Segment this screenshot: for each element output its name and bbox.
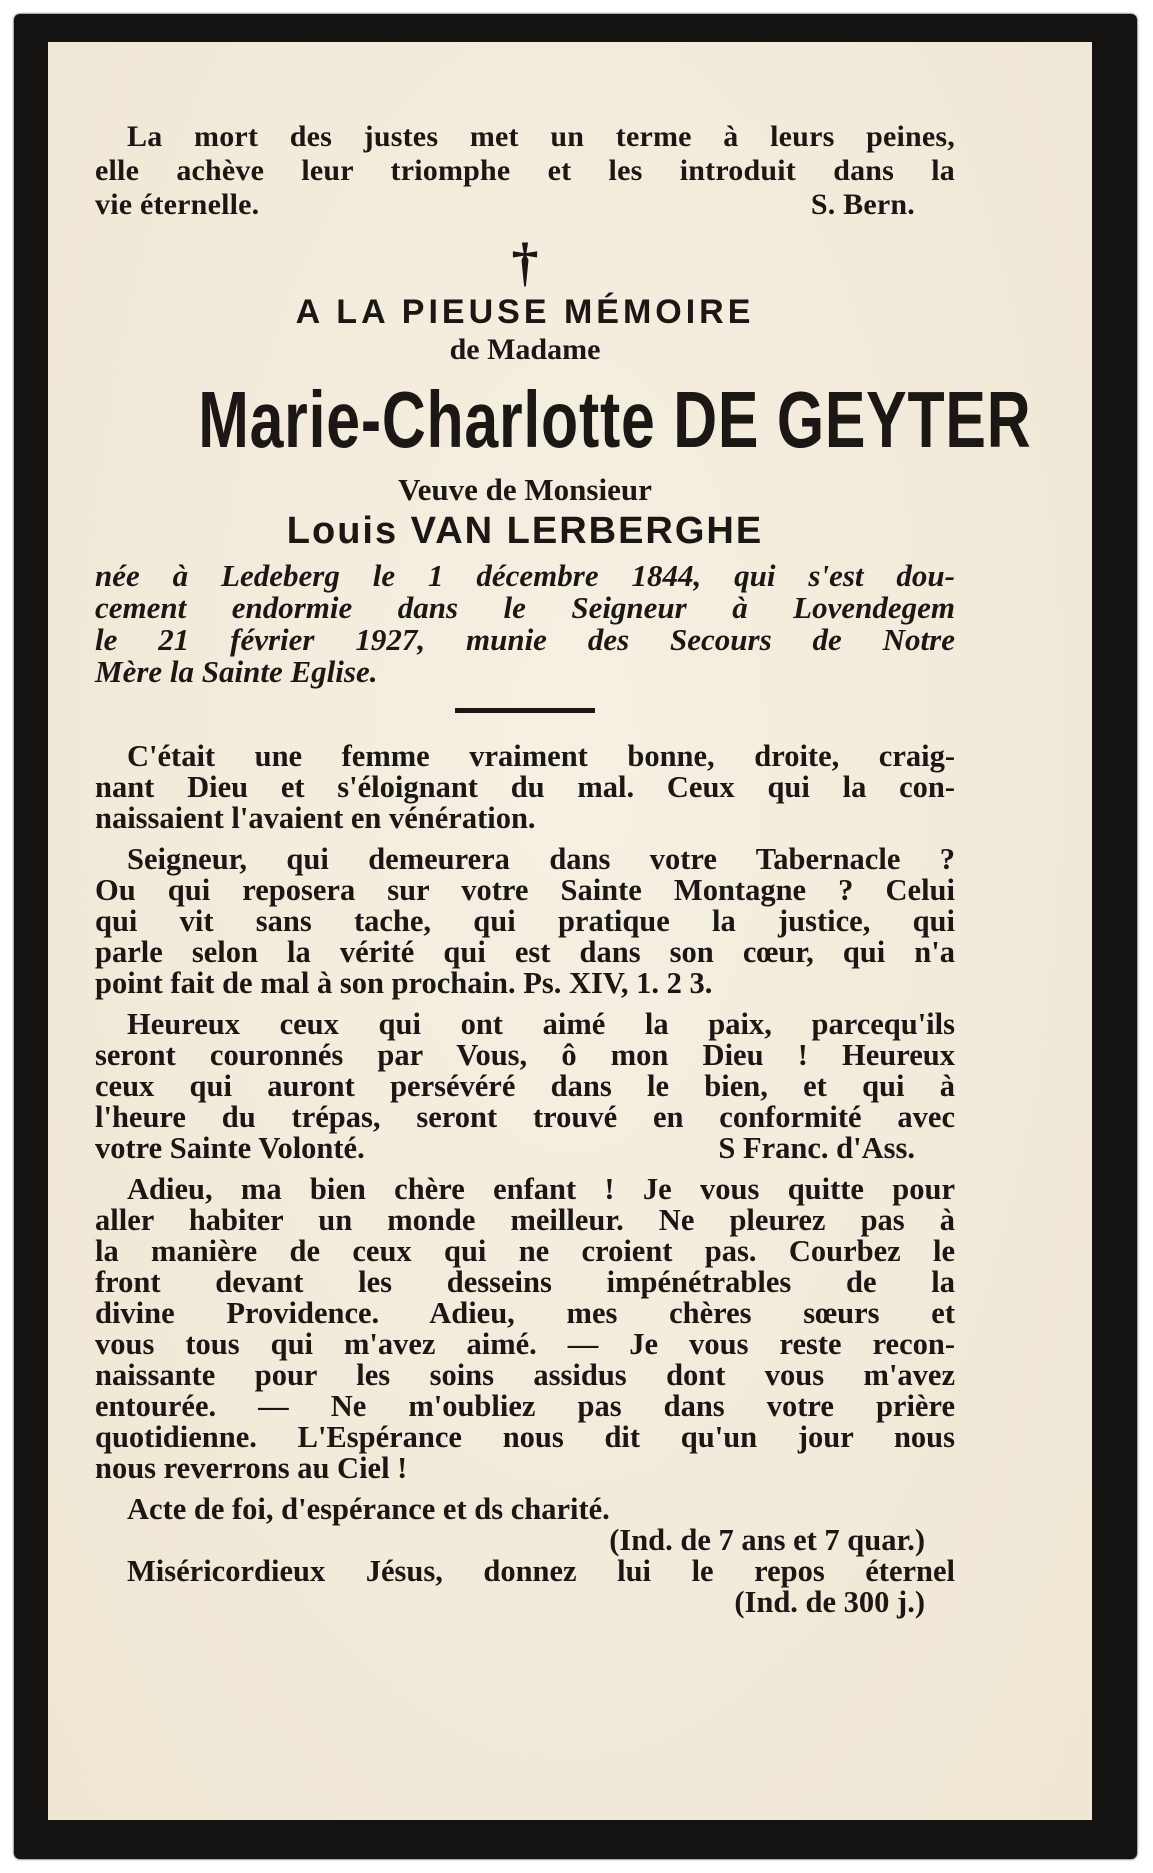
paragraph-line: l'heure du trépas, seront trouvé en conformité avec [95, 1100, 955, 1134]
bio-line: née à Ledeberg le 1 décembre 1844, qui s'est dou- [95, 558, 955, 593]
paragraph-line: divine Providence. Adieu, mes chères sœurs et [95, 1296, 955, 1330]
quote-line: La mort des justes met un terme à leurs peines, [127, 120, 955, 153]
paragraph-last-line [95, 1133, 955, 1164]
paragraph-line: parle selon la vérité qui est dans son cœur, qui n'a [95, 935, 955, 969]
bio-line: le 21 février 1927, munie des Secours de Notre [95, 622, 955, 657]
paragraph-line: qui vit sans tache, qui pratique la justice, qui [95, 904, 955, 938]
paragraph-line: point fait de mal à son prochain. Ps. XIV, 1. 2 3. [95, 966, 713, 1000]
quote-line: elle achève leur triomphe et les introduit dans la [95, 154, 955, 187]
paragraph-line: Adieu, ma bien chère enfant ! Je vous quitte pour [127, 1172, 955, 1206]
opening-quote [95, 120, 955, 222]
paragraph-virtues [95, 741, 955, 834]
bio-line: Mère la Sainte Eglise. [95, 654, 378, 689]
paragraph-line: entourée. — Ne m'oubliez pas dans votre prière [95, 1389, 955, 1423]
paragraph-line: ceux qui auront persévéré dans le bien, et qui à [95, 1069, 955, 1103]
paragraph-psalm [95, 844, 955, 999]
paragraph-line: seront couronnés par Vous, ô mon Dieu ! Heureux [95, 1038, 955, 1072]
paragraph-line: front devant les desseins impénétrables de la [95, 1265, 955, 1299]
prayers [95, 1494, 955, 1618]
divider-rule [455, 708, 595, 713]
cross-icon: † [511, 232, 539, 292]
paragraph-blessed [95, 1009, 955, 1164]
memorial-subheading: de Madame [449, 333, 601, 366]
paragraph-line: Heureux ceux qui ont aimé la paix, parcequ'ils [127, 1007, 955, 1041]
memorial-heading: A LA PIEUSE MÉMOIRE [295, 293, 755, 331]
paragraph-line: nant Dieu et s'éloignant du mal. Ceux qui la con- [95, 770, 955, 804]
paragraph-line: Seigneur, qui demeurera dans votre Tabernacle ? [127, 842, 955, 876]
paragraph-line: C'était une femme vraiment bonne, droite, craig- [127, 739, 955, 773]
prayer-mercy-indulgence: (Ind. de 300 j.) [734, 1585, 925, 1619]
bio-line: cement endormie dans le Seigneur à Lovendegem [95, 590, 955, 625]
paragraph-attribution: S Franc. d'Ass. [718, 1131, 915, 1165]
prayer-mercy: Miséricordieux Jésus, donnez lui le repos éternel [127, 1554, 955, 1588]
paragraph-line: vous tous qui m'avez aimé. — Je vous reste recon- [95, 1327, 955, 1361]
body-text [95, 741, 955, 1618]
paragraph-farewell [95, 1174, 955, 1484]
paragraph-line: quotidienne. L'Espérance nous dit qu'un jour nous [95, 1420, 955, 1454]
paragraph-line: Ou qui reposera sur votre Sainte Montagne ? Celui [95, 873, 955, 907]
husband-name: Louis VAN LERBERGHE [286, 510, 764, 552]
widow-of-label: Veuve de Monsieur [398, 472, 652, 507]
paragraph-line: nous reverrons au Ciel ! [95, 1451, 408, 1485]
paragraph-line: la manière de ceux qui ne croient pas. Courbez le [95, 1234, 955, 1268]
deceased-name: Marie-Charlotte DE GEYTER [198, 375, 1032, 464]
biography [95, 560, 955, 688]
paragraph-line: naissante pour les soins assidus dont vous m'avez [95, 1358, 955, 1392]
prayer-act: Acte de foi, d'espérance et ds charité. [127, 1492, 610, 1526]
quote-attribution: S. Bern. [810, 188, 915, 221]
paragraph-line: naissaient l'avaient en vénération. [95, 801, 536, 835]
paragraph-line: votre Sainte Volonté. [95, 1131, 365, 1165]
quote-line: vie éternelle. [95, 188, 260, 221]
paragraph-line: aller habiter un monde meilleur. Ne pleurez pas à [95, 1203, 955, 1237]
prayer-act-indulgence: (Ind. de 7 ans et 7 quar.) [609, 1523, 925, 1557]
quote-last-line [95, 188, 955, 222]
card-content [95, 120, 1032, 1628]
